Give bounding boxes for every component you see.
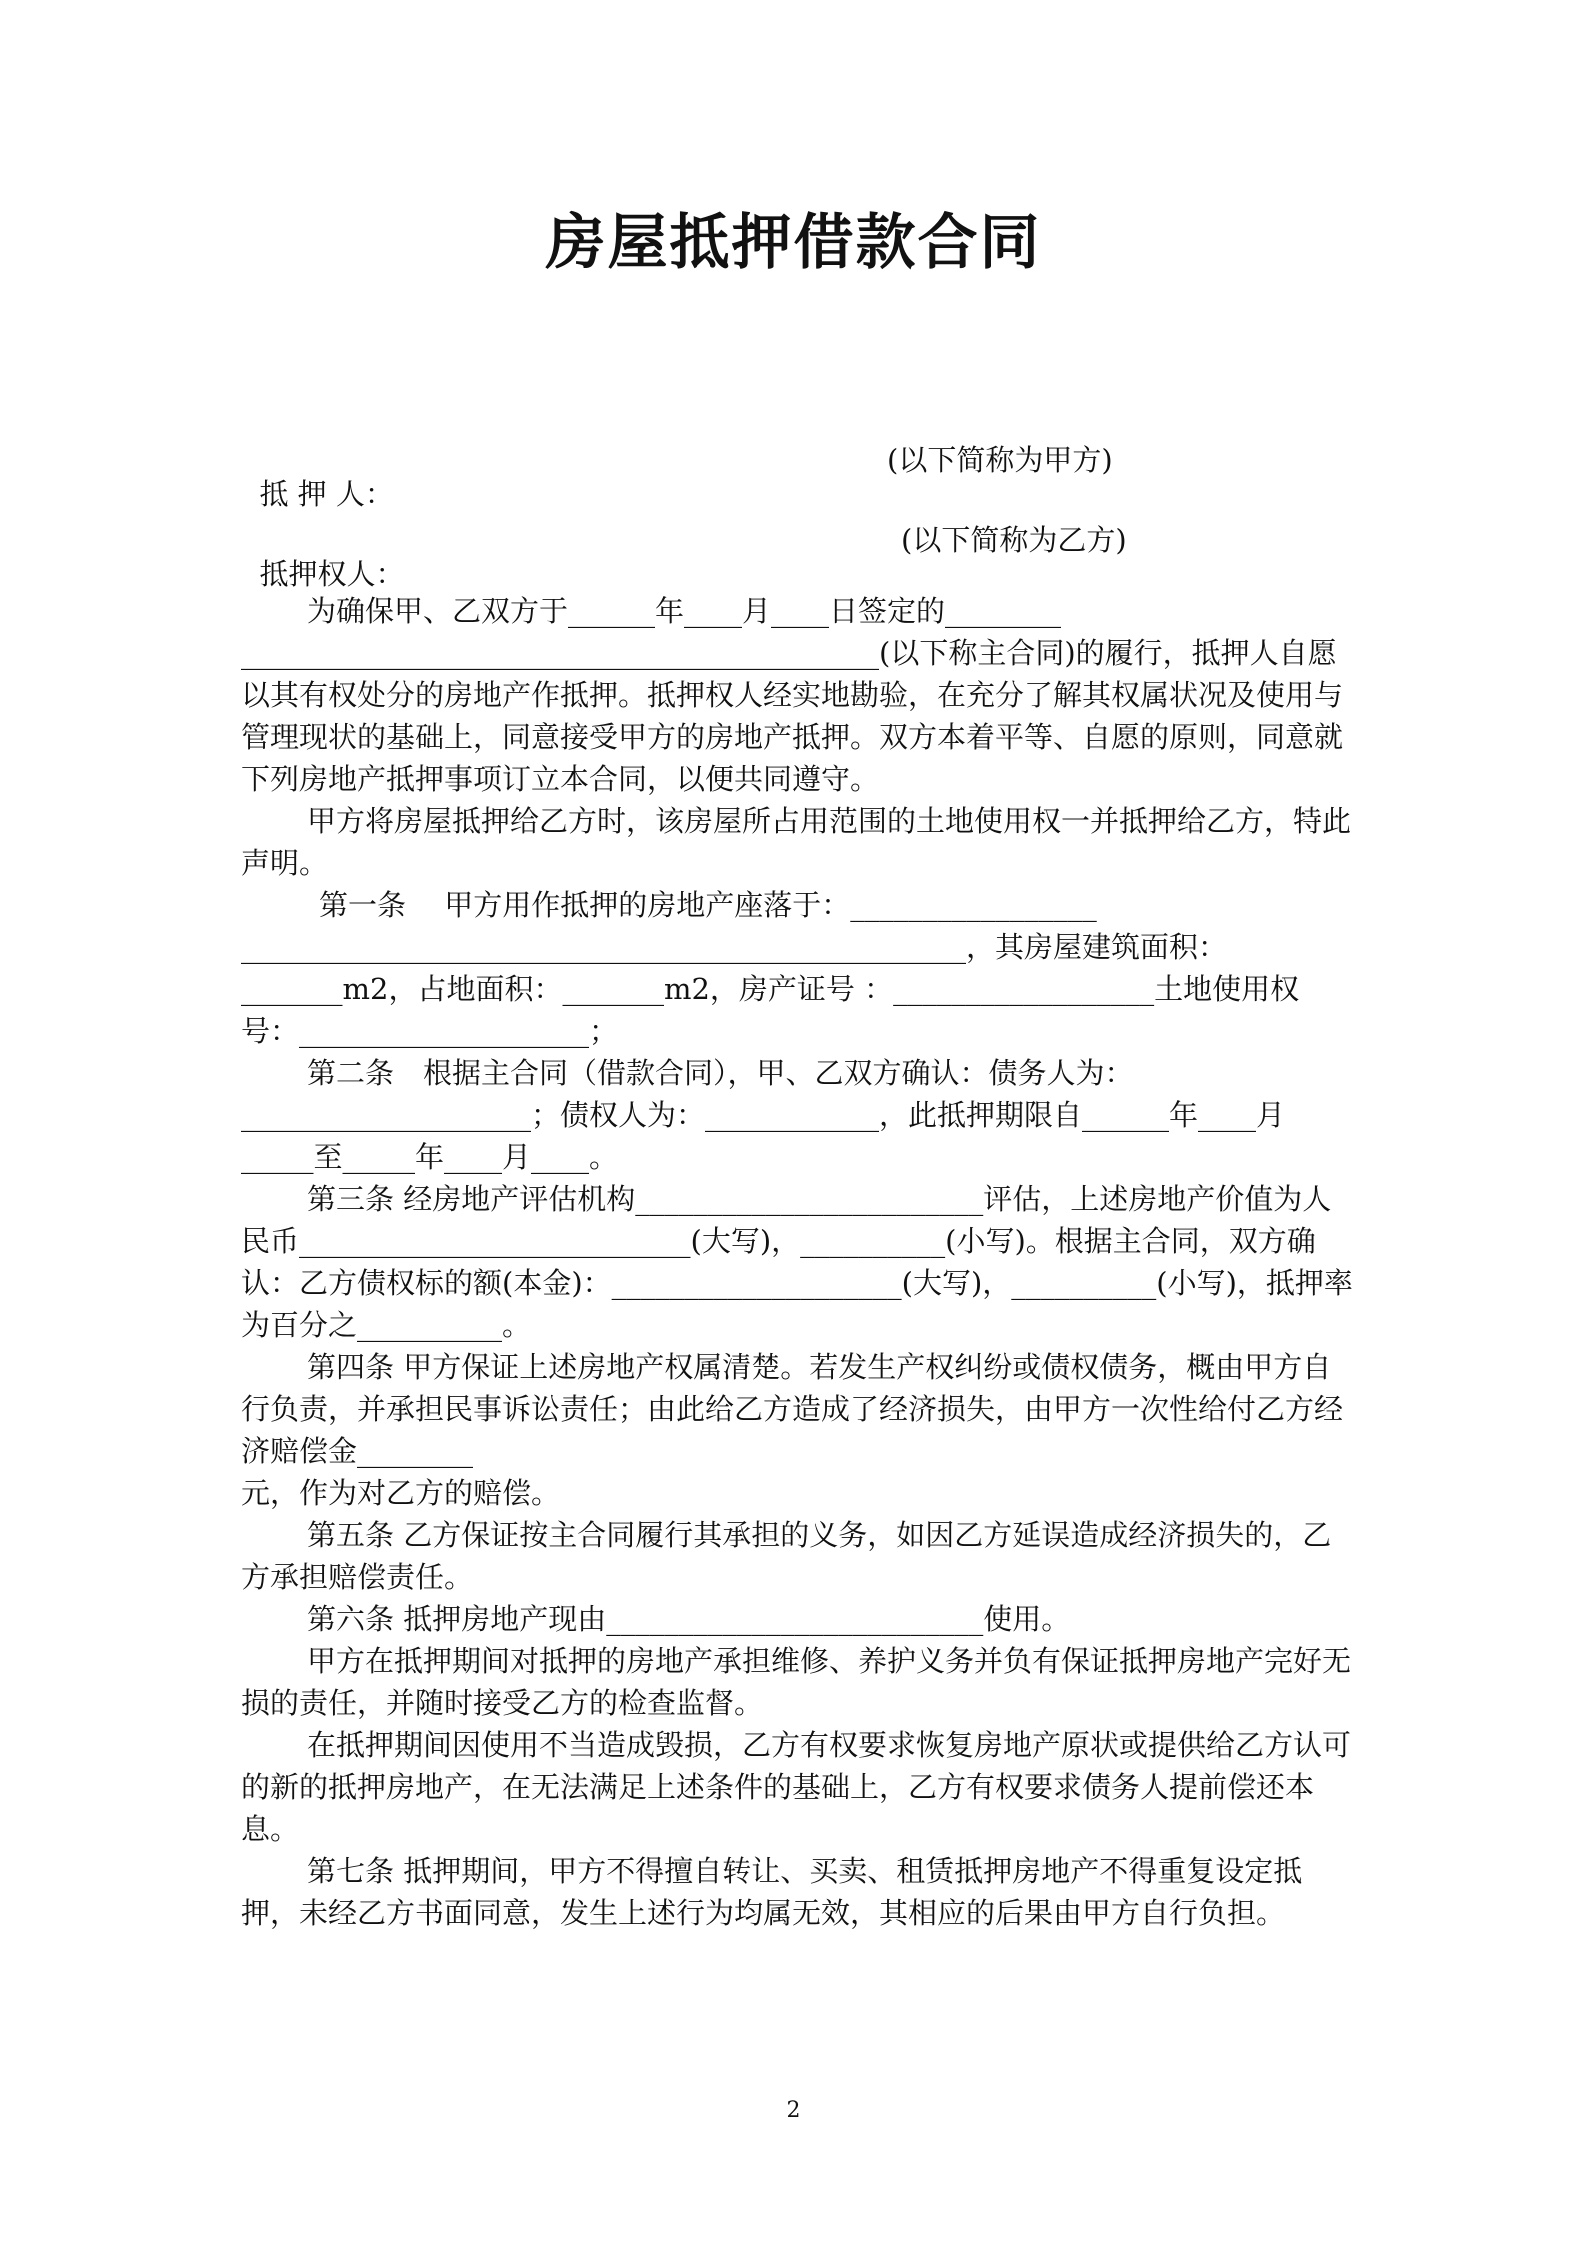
intro-paragraph: ____________________________________________(以下称主合同)的履行，抵押人自愿以其有权处分的房地产作抵押。抵押权人经实地勘验，在充分了解其权属状况及使用与管理现状的基础上，同意接受甲方的房地产抵押。双方本着平等、自愿的原则，同意就下列房地产抵押事项订立本合同，以便共同遵守。 [241, 636, 1344, 796]
party-note-mortgagor: (以下简称为甲方) [887, 443, 1113, 477]
article-5: 第五条 乙方保证按主合同履行其承担的义务，如因乙方延误造成经济损失的，乙方承担赔偿责任。 [241, 1518, 1332, 1594]
article-4: 第四条 甲方保证上述房地产权属清楚。若发生产权纠纷或债权债务，概由甲方自行负责，并承担民事诉讼责任；由此给乙方造成了经济损失，由甲方一次性给付乙方经济赔偿金________ [241, 1350, 1344, 1468]
party-note-mortgagee: (以下简称为乙方) [901, 523, 1127, 557]
article-2: 第二条 根据主合同（借款合同），甲、乙双方确认：债务人为：____________________；债权人为：____________，此抵押期限自______年____月_____至_____年____月____。 [241, 1056, 1286, 1174]
contract-body [241, 590, 1356, 1934]
page-number: 2 [786, 2098, 801, 2123]
land-use-statement: 甲方将房屋抵押给乙方时，该房屋所占用范围的土地使用权一并抵押给乙方，特此声明。 [241, 804, 1352, 880]
damage-paragraph: 在抵押期间因使用不当造成毁损，乙方有权要求恢复房地产原状或提供给乙方认可的新的抵押房地产，在无法满足上述条件的基础上，乙方有权要求债务人提前偿还本息。 [241, 1728, 1352, 1846]
party-label-mortgagee: 抵押权人： [259, 557, 405, 591]
article-6: 第六条 抵押房地产现由__________________________使用。 [307, 1602, 1071, 1636]
document-title: 房屋抵押借款合同 [545, 208, 1042, 278]
article-7: 第七条 抵押期间，甲方不得擅自转让、买卖、租赁抵押房地产不得重复设定抵押，未经乙方书面同意，发生上述行为均属无效，其相应的后果由甲方自行负担。 [241, 1854, 1303, 1930]
maintenance-paragraph: 甲方在抵押期间对抵押的房地产承担维修、养护义务并负有保证抵押房地产完好无损的责任，并随时接受乙方的检查监督。 [241, 1644, 1352, 1720]
party-label-mortgagor: 抵 押 人： [259, 477, 394, 511]
article-3: 第三条 经房地产评估机构________________________评估，上述房地产价值为人民币___________________________(大写)，__________(小写)。根据主合同，双方确认：乙方债权标的额(本金)：____________________(大写)，__________(小写)，抵押率为百分之__________。 [241, 1182, 1353, 1342]
article-1-details: __________________________________________________，其房屋建筑面积：_______m2，占地面积：_______m2，房产证号 ：__________________土地使用权号：____________________； [241, 930, 1300, 1048]
intro-paragraph-line: 为确保甲、乙双方于______年____月____日签定的________ [307, 594, 1062, 628]
article-4-continued: 元，作为对乙方的赔偿。 [241, 1476, 561, 1510]
article-1-heading: 第一条 甲方用作抵押的房地产座落于：_________________ [319, 888, 1097, 922]
